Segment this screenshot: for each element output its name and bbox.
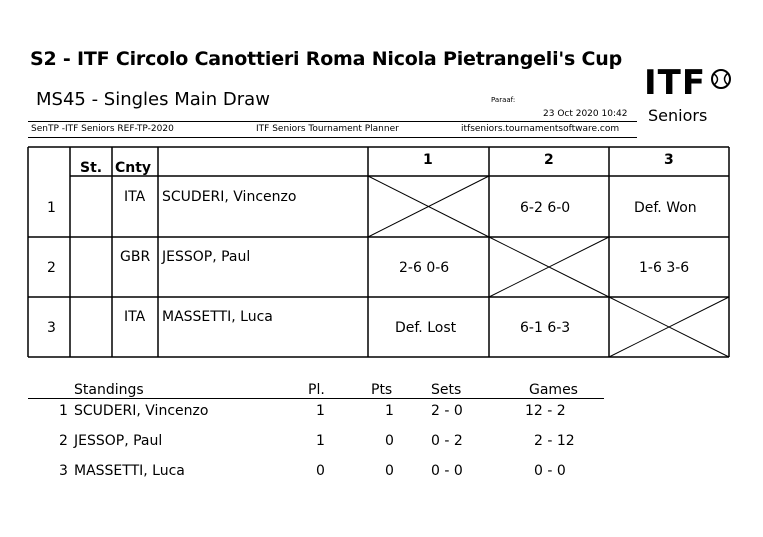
standing-rank: 1 <box>59 403 68 419</box>
row-position: 3 <box>47 320 56 336</box>
match-result: Def. Lost <box>395 320 457 336</box>
standing-points: 0 <box>385 463 394 479</box>
standing-games: 12 - 2 <box>525 403 566 419</box>
standing-name: JESSOP, Paul <box>74 433 163 449</box>
match-result: 2-6 0-6 <box>399 260 450 276</box>
standing-sets: 0 - 0 <box>431 463 463 479</box>
player-country: ITA <box>124 309 146 325</box>
match-result: 6-1 6-3 <box>520 320 571 336</box>
row-position: 1 <box>47 200 56 216</box>
standing-sets: 0 - 2 <box>431 433 463 449</box>
row-position: 2 <box>47 260 56 276</box>
page-title: S2 - ITF Circolo Canottieri Roma Nicola Pietrangeli's Cup <box>30 48 623 70</box>
print-date: 23 Oct 2020 10:42 <box>543 109 628 119</box>
draw-subtitle: MS45 - Singles Main Draw <box>36 89 270 110</box>
player-name[interactable]: MASSETTI, Luca <box>162 309 273 325</box>
standing-points: 0 <box>385 433 394 449</box>
standing-games: 0 - 0 <box>534 463 566 479</box>
standing-points: 1 <box>385 403 394 419</box>
standing-rank: 3 <box>59 463 68 479</box>
standing-games: 2 - 12 <box>534 433 575 449</box>
standings-header: Standings <box>74 382 144 398</box>
standings-divider <box>28 398 604 399</box>
col-country-header: Cnty <box>115 160 152 176</box>
standing-rank: 2 <box>59 433 68 449</box>
planner-name: ITF Seniors Tournament Planner <box>256 124 399 134</box>
standing-played: 1 <box>316 433 325 449</box>
standing-played: 1 <box>316 403 325 419</box>
games-header: Games <box>529 382 578 398</box>
col-2-header: 2 <box>544 152 554 168</box>
col-status-header: St. <box>80 160 103 176</box>
player-name[interactable]: JESSOP, Paul <box>162 249 251 265</box>
col-3-header: 3 <box>664 152 674 168</box>
sets-header: Sets <box>431 382 462 398</box>
website-link[interactable]: itfseniors.tournamentsoftware.com <box>461 124 620 134</box>
match-result: 6-2 6-0 <box>520 200 571 216</box>
col-1-header: 1 <box>423 152 433 168</box>
points-header: Pts <box>371 382 393 398</box>
match-result: 1-6 3-6 <box>639 260 690 276</box>
player-name[interactable]: SCUDERI, Vincenzo <box>162 189 297 205</box>
paraaf-label: Paraaf: <box>491 96 516 104</box>
player-country: ITA <box>124 189 146 205</box>
itf-logo-seniors: Seniors <box>648 106 708 125</box>
standing-sets: 2 - 0 <box>431 403 463 419</box>
standing-name: SCUDERI, Vincenzo <box>74 403 209 419</box>
player-country: GBR <box>120 249 151 265</box>
standing-name: MASSETTI, Luca <box>74 463 185 479</box>
itf-logo: ITF <box>644 63 707 103</box>
standing-played: 0 <box>316 463 325 479</box>
reference-code: SenTP -ITF Seniors REF-TP-2020 <box>31 124 174 134</box>
match-result: Def. Won <box>634 200 697 216</box>
played-header: Pl. <box>308 382 325 398</box>
